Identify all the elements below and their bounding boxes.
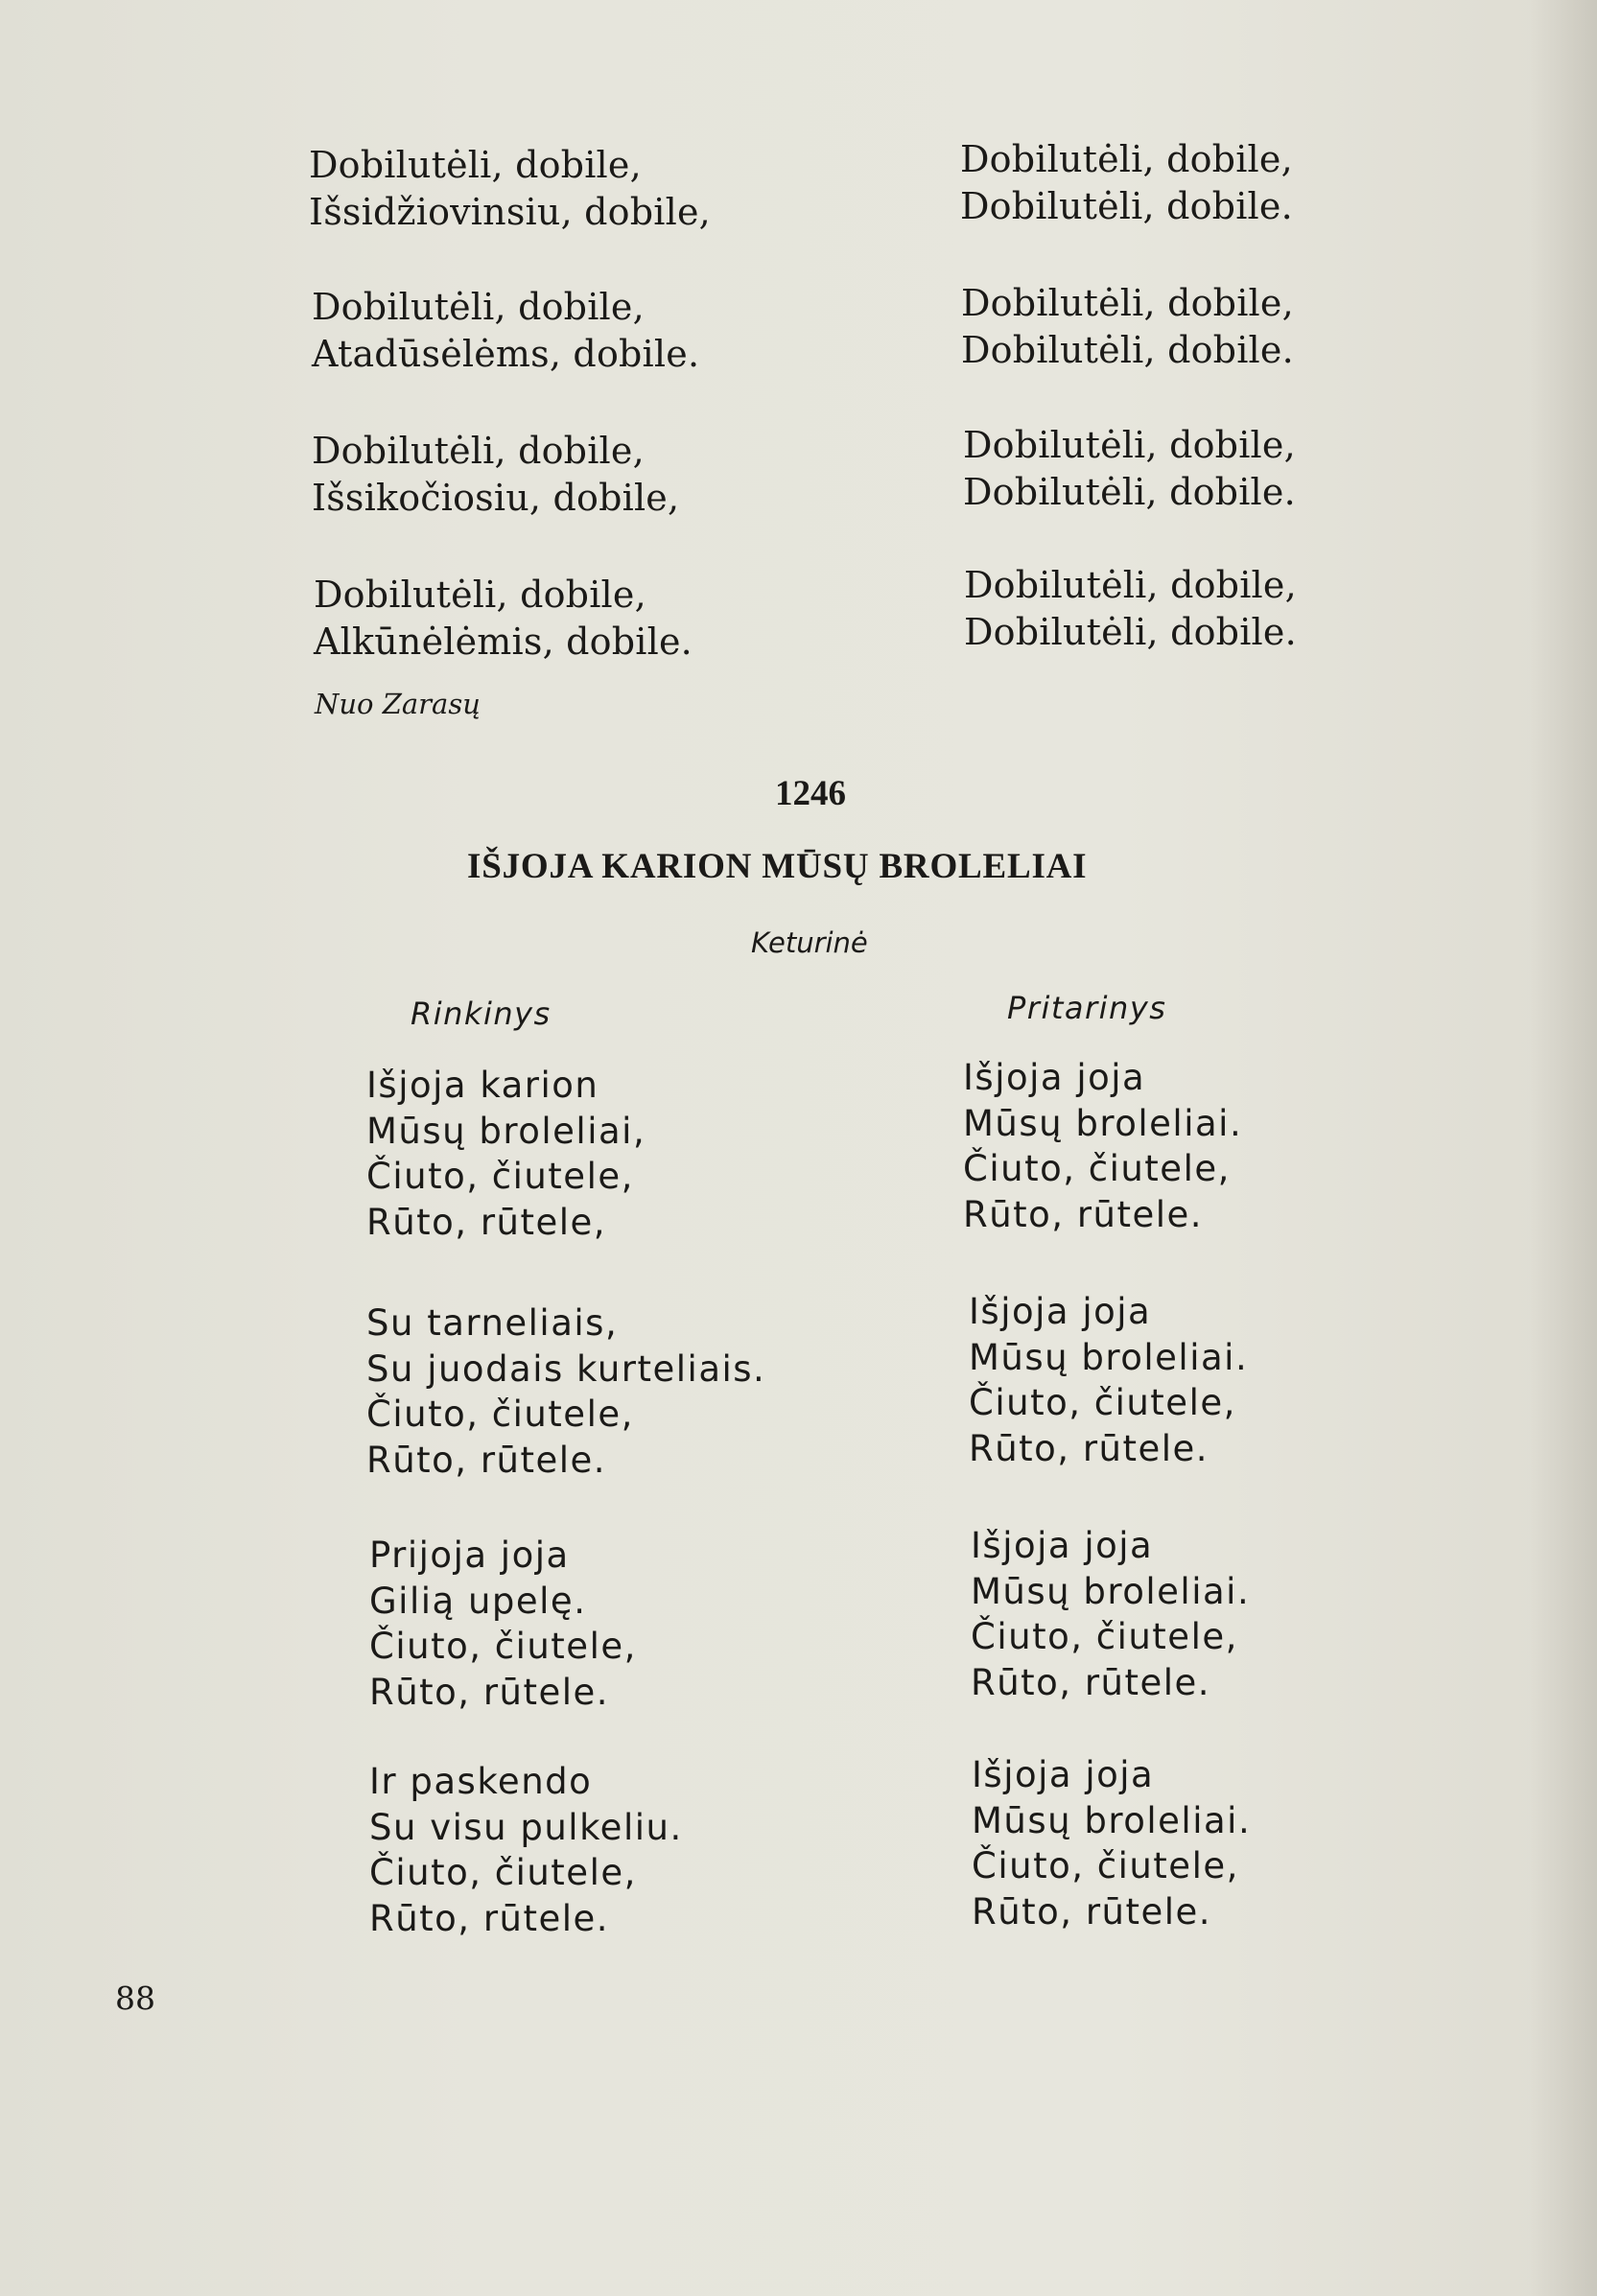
verse-line: Su visu pulkeliu. [369, 1806, 683, 1848]
verse-line: Čiuto, čiutele, [369, 1626, 637, 1667]
rinkinys-stanza-2 [366, 1300, 765, 1483]
verse-line: Dobilutėli, dobile, [961, 282, 1294, 324]
verse-line: Čiuto, čiutele, [969, 1382, 1236, 1423]
verse-line: Rūto, rūtele. [369, 1897, 610, 1939]
verse-line: Dobilutėli, dobile, [312, 286, 645, 328]
verse-line: Alkūnėlėmis, dobile. [314, 621, 693, 663]
verse-line: Išjoja joja [969, 1291, 1152, 1332]
verse-line: Rūto, rūtele. [971, 1661, 1211, 1703]
verse-line: Dobilutėli, dobile, [960, 138, 1293, 180]
pritarinys-heading: Pritarinys [1007, 990, 1167, 1026]
page-edge-shadow [1530, 0, 1597, 2296]
pritarinys-stanza-4 [972, 1752, 1251, 1934]
song-title: IŠJOJA KARION MŪSŲ BROLELIAI [467, 847, 1088, 886]
verse-line: Išsidžiovinsiu, dobile, [309, 191, 711, 233]
verse-line: Rūto, rūtele. [969, 1427, 1209, 1469]
top-left-stanza-3 [312, 428, 679, 522]
verse-line: Rūto, rūtele. [972, 1890, 1212, 1933]
verse-line: Čiuto, čiutele, [972, 1845, 1239, 1886]
verse-line: Mūsų broleliai. [963, 1102, 1243, 1144]
verse-line: Čiuto, čiutele, [369, 1852, 637, 1893]
top-left-stanza-1 [309, 142, 711, 236]
verse-line: Dobilutėli, dobile, [963, 424, 1296, 466]
verse-line: Dobilutėli, dobile. [964, 611, 1297, 653]
verse-line: Ir paskendo [369, 1761, 593, 1802]
verse-line: Čiuto, čiutele, [963, 1148, 1231, 1189]
pritarinys-stanza-3 [971, 1523, 1250, 1705]
song-number: 1246 [775, 774, 846, 813]
rinkinys-stanza-1 [366, 1063, 646, 1245]
verse-line: Su juodais kurteliais. [366, 1347, 766, 1390]
pritarinys-stanza-2 [969, 1289, 1248, 1471]
verse-line: Išjoja karion [366, 1065, 599, 1106]
verse-line: Dobilutėli, dobile. [963, 471, 1296, 513]
verse-line: Dobilutėli, dobile, [964, 564, 1297, 606]
verse-line: Mūsų broleliai, [366, 1110, 646, 1152]
top-right-stanza-1 [960, 136, 1293, 230]
source-note: Nuo Zarasų [315, 688, 481, 720]
verse-line: Rūto, rūtele. [369, 1671, 610, 1713]
verse-line: Čiuto, čiutele, [971, 1616, 1238, 1657]
verse-line: Gilią upelę. [369, 1580, 587, 1622]
song-meter: Keturinė [751, 926, 868, 959]
rinkinys-stanza-4 [369, 1759, 683, 1941]
verse-line: Dobilutėli, dobile, [312, 430, 645, 472]
verse-line: Išjoja joja [963, 1057, 1146, 1098]
rinkinys-stanza-3 [369, 1533, 637, 1715]
page-number: 88 [115, 1980, 155, 2017]
verse-line: Mūsų broleliai. [972, 1799, 1252, 1841]
rinkinys-heading: Rinkinys [411, 996, 552, 1032]
verse-line: Rūto, rūtele, [366, 1201, 607, 1243]
verse-line: Čiuto, čiutele, [366, 1394, 634, 1435]
verse-line: Atadūsėlėms, dobile. [312, 333, 700, 375]
verse-line: Dobilutėli, dobile, [314, 574, 646, 616]
pritarinys-stanza-1 [963, 1055, 1242, 1237]
verse-line: Mūsų broleliai. [969, 1336, 1249, 1378]
top-right-stanza-3 [963, 422, 1296, 516]
verse-line: Rūto, rūtele. [366, 1439, 607, 1481]
verse-line: Dobilutėli, dobile. [960, 185, 1293, 227]
top-left-stanza-4 [314, 572, 693, 666]
verse-line: Su tarneliais, [366, 1302, 619, 1344]
verse-line: Išjoja joja [972, 1754, 1155, 1795]
verse-line: Mūsų broleliai. [971, 1570, 1251, 1612]
top-left-stanza-2 [312, 284, 699, 378]
top-right-stanza-4 [964, 562, 1297, 656]
top-right-stanza-2 [961, 280, 1294, 374]
verse-line: Dobilutėli, dobile. [961, 329, 1294, 371]
verse-line: Dobilutėli, dobile, [309, 144, 642, 186]
verse-line: Išsikočiosiu, dobile, [312, 477, 680, 519]
verse-line: Išjoja joja [971, 1525, 1154, 1566]
verse-line: Rūto, rūtele. [963, 1193, 1204, 1235]
verse-line: Čiuto, čiutele, [366, 1156, 634, 1197]
verse-line: Prijoja joja [369, 1535, 570, 1576]
